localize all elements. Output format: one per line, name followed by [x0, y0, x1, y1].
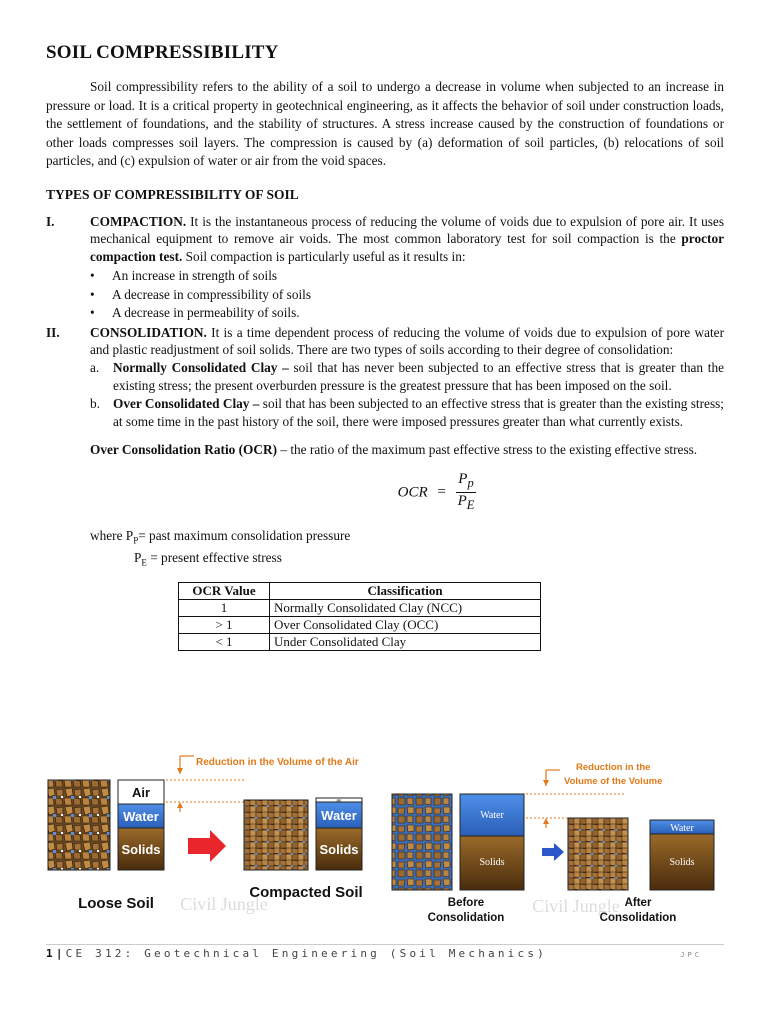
- phase-label-air-small: Air: [336, 797, 342, 803]
- after-caption-2: Consolidation: [599, 912, 677, 924]
- types-heading: TYPES OF COMPRESSIBILITY OF SOIL: [46, 186, 299, 202]
- phase-label-air: Air: [131, 785, 151, 800]
- formula-denominator: [456, 493, 477, 515]
- formula-fraction: [456, 471, 477, 515]
- table-row: [179, 633, 541, 650]
- item-letter: b.: [90, 395, 100, 411]
- footer-separator: |: [55, 947, 66, 960]
- loose-phase-column: [118, 780, 164, 870]
- list-item: [90, 359, 724, 395]
- course-title: CE 312: Geotechnical Engineering (Soil Mechanics): [65, 947, 547, 960]
- ocr-definition: [90, 441, 724, 459]
- where-text: where P: [90, 527, 134, 543]
- consolidation-text: It is a time dependent process of reducing the volume of voids due to expulsion of pore water and plastic readjustment of soil solids. There are two types of soils according to their degree of consolidation:: [90, 324, 724, 358]
- page-footer: [46, 944, 724, 960]
- where-text: = past maximum consolidation pressure: [138, 527, 351, 543]
- compaction-bullets: [90, 267, 724, 323]
- phase-label-water: Water: [670, 823, 694, 834]
- page-title: SOIL COMPRESSIBILITY: [46, 42, 279, 63]
- list-item: • A decrease in compressibility of soils: [90, 286, 724, 305]
- before-caption-1: Before: [447, 897, 485, 909]
- compressibility-figure: [46, 752, 724, 932]
- list-item: [90, 395, 724, 431]
- section-compaction: [46, 213, 724, 323]
- formula-equals: =: [437, 484, 446, 501]
- ocr-text: – the ratio of the maximum past effective stress to the existing effective stress.: [277, 441, 698, 457]
- denominator-sub: E: [466, 498, 475, 513]
- section-number: II.: [46, 324, 60, 340]
- phase-label-solids: Solids: [121, 842, 161, 857]
- where-text: = present effective stress: [146, 550, 282, 566]
- item-text: soil that has been subjected to an effective stress that is greater than the existing stress; at some time in the past history of the soil, there were imposed pressures greater than what currently exists.: [113, 395, 724, 429]
- where-sub: E: [141, 557, 147, 568]
- table-header-row: [179, 582, 541, 599]
- phase-label-solids: Solids: [479, 857, 505, 868]
- before-caption-2: Consolidation: [427, 912, 505, 924]
- table-row: [179, 599, 541, 616]
- table-cell: Over Consolidated Clay (OCC): [270, 616, 541, 633]
- compaction-term: COMPACTION.: [90, 213, 187, 229]
- volume-reduction-label-1: Reduction in the: [576, 762, 651, 773]
- section-number: I.: [46, 213, 55, 229]
- watermark: Civil Jungle: [180, 894, 268, 914]
- consolidation-types: [90, 359, 724, 431]
- compaction-text: It is the instantaneous process of reducing the volume of voids due to expulsion of pore air. It uses mechanical equipment to remove air voids. The most common laboratory test for soil compaction is the: [90, 213, 724, 247]
- ocr-table: [178, 582, 541, 651]
- where-sub: P: [133, 535, 139, 546]
- table-cell: 1: [179, 599, 270, 616]
- phase-label-water: Water: [321, 808, 357, 823]
- phase-label-water: Water: [480, 810, 504, 821]
- item-letter: a.: [90, 359, 100, 375]
- numerator-sub: p: [467, 475, 474, 490]
- loose-soil-caption: Loose Soil: [78, 895, 154, 912]
- phase-label-solids: Solids: [319, 842, 359, 857]
- consolidation-arrow-icon: [542, 843, 564, 861]
- table-row: [179, 616, 541, 633]
- table-header: OCR Value: [179, 582, 270, 599]
- compacted-phase-column: [316, 798, 362, 871]
- volume-reduction-label-2: Volume of the Volume: [564, 776, 663, 787]
- intro-paragraph: Soil compressibility refers to the ability of a soil to undergo a decrease in volume when subjected to an increase in pressure or load. It is a critical property in geotechnical engineering, as it affects the behavior of soil under construction loads, the settlement of foundations, and the stability of structures. A stress increase caused by the construction of foundations or other loads compresses soil layers. The compression is caused by (a) deformation of soil particles, (b) relocations of soil particles, and (c) expulsion of water or air from the void spaces.: [46, 79, 724, 168]
- document-page: [46, 42, 724, 651]
- after-caption-1: After: [624, 897, 652, 909]
- page-number: 1: [46, 947, 56, 960]
- after-consolidation-block: [568, 818, 628, 890]
- compaction-text-b: Soil compaction is particularly useful as it results in:: [182, 248, 466, 264]
- section-consolidation: [46, 324, 724, 572]
- phase-label-solids: Solids: [669, 857, 695, 868]
- where-text: P: [134, 550, 142, 566]
- table-cell: < 1: [179, 633, 270, 650]
- consolidation-paragraph: [90, 324, 724, 359]
- ocr-term: Over Consolidation Ratio (OCR): [90, 441, 278, 457]
- compaction-arrow-icon: [188, 830, 226, 862]
- table-cell: > 1: [179, 616, 270, 633]
- where-line-2: [90, 549, 724, 572]
- item-term: Over Consolidated Clay –: [113, 395, 260, 411]
- ocr-formula: [150, 471, 724, 521]
- where-line-1: [90, 527, 724, 550]
- watermark: Civil Jungle: [532, 896, 620, 916]
- table-cell: Under Consolidated Clay: [270, 633, 541, 650]
- before-phase-column: [460, 794, 524, 890]
- consolidation-term: CONSOLIDATION.: [90, 324, 207, 340]
- phase-label-water: Water: [123, 809, 159, 824]
- list-item: • A decrease in permeability of soils.: [90, 304, 724, 323]
- before-consolidation-block: [392, 794, 452, 890]
- after-phase-column: [650, 820, 714, 890]
- formula-lhs: OCR: [397, 484, 428, 501]
- figure-svg: [46, 752, 724, 932]
- proctor-test: proctor compaction test.: [90, 231, 724, 264]
- compaction-paragraph: [90, 213, 724, 266]
- formula-numerator: [456, 471, 477, 494]
- item-term: Normally Consolidated Clay –: [113, 359, 289, 375]
- item-text: soil that has never been subjected to an effective stress that is greater than the existing stress; the present overburden pressure is the greatest pressure that has been imposed on the soil.: [113, 359, 724, 393]
- air-reduction-label: Reduction in the Volume of the Air: [196, 757, 359, 768]
- loose-soil-block: [48, 780, 110, 870]
- table-header: Classification: [270, 582, 541, 599]
- list-item: • An increase in strength of soils: [90, 267, 724, 286]
- table-cell: Normally Consolidated Clay (NCC): [270, 599, 541, 616]
- compacted-soil-block: [244, 800, 308, 870]
- compacted-soil-caption: Compacted Soil: [249, 884, 363, 901]
- author-initials: JPC: [680, 951, 702, 959]
- numerator-symbol: P: [458, 470, 468, 487]
- denominator-symbol: P: [457, 493, 467, 510]
